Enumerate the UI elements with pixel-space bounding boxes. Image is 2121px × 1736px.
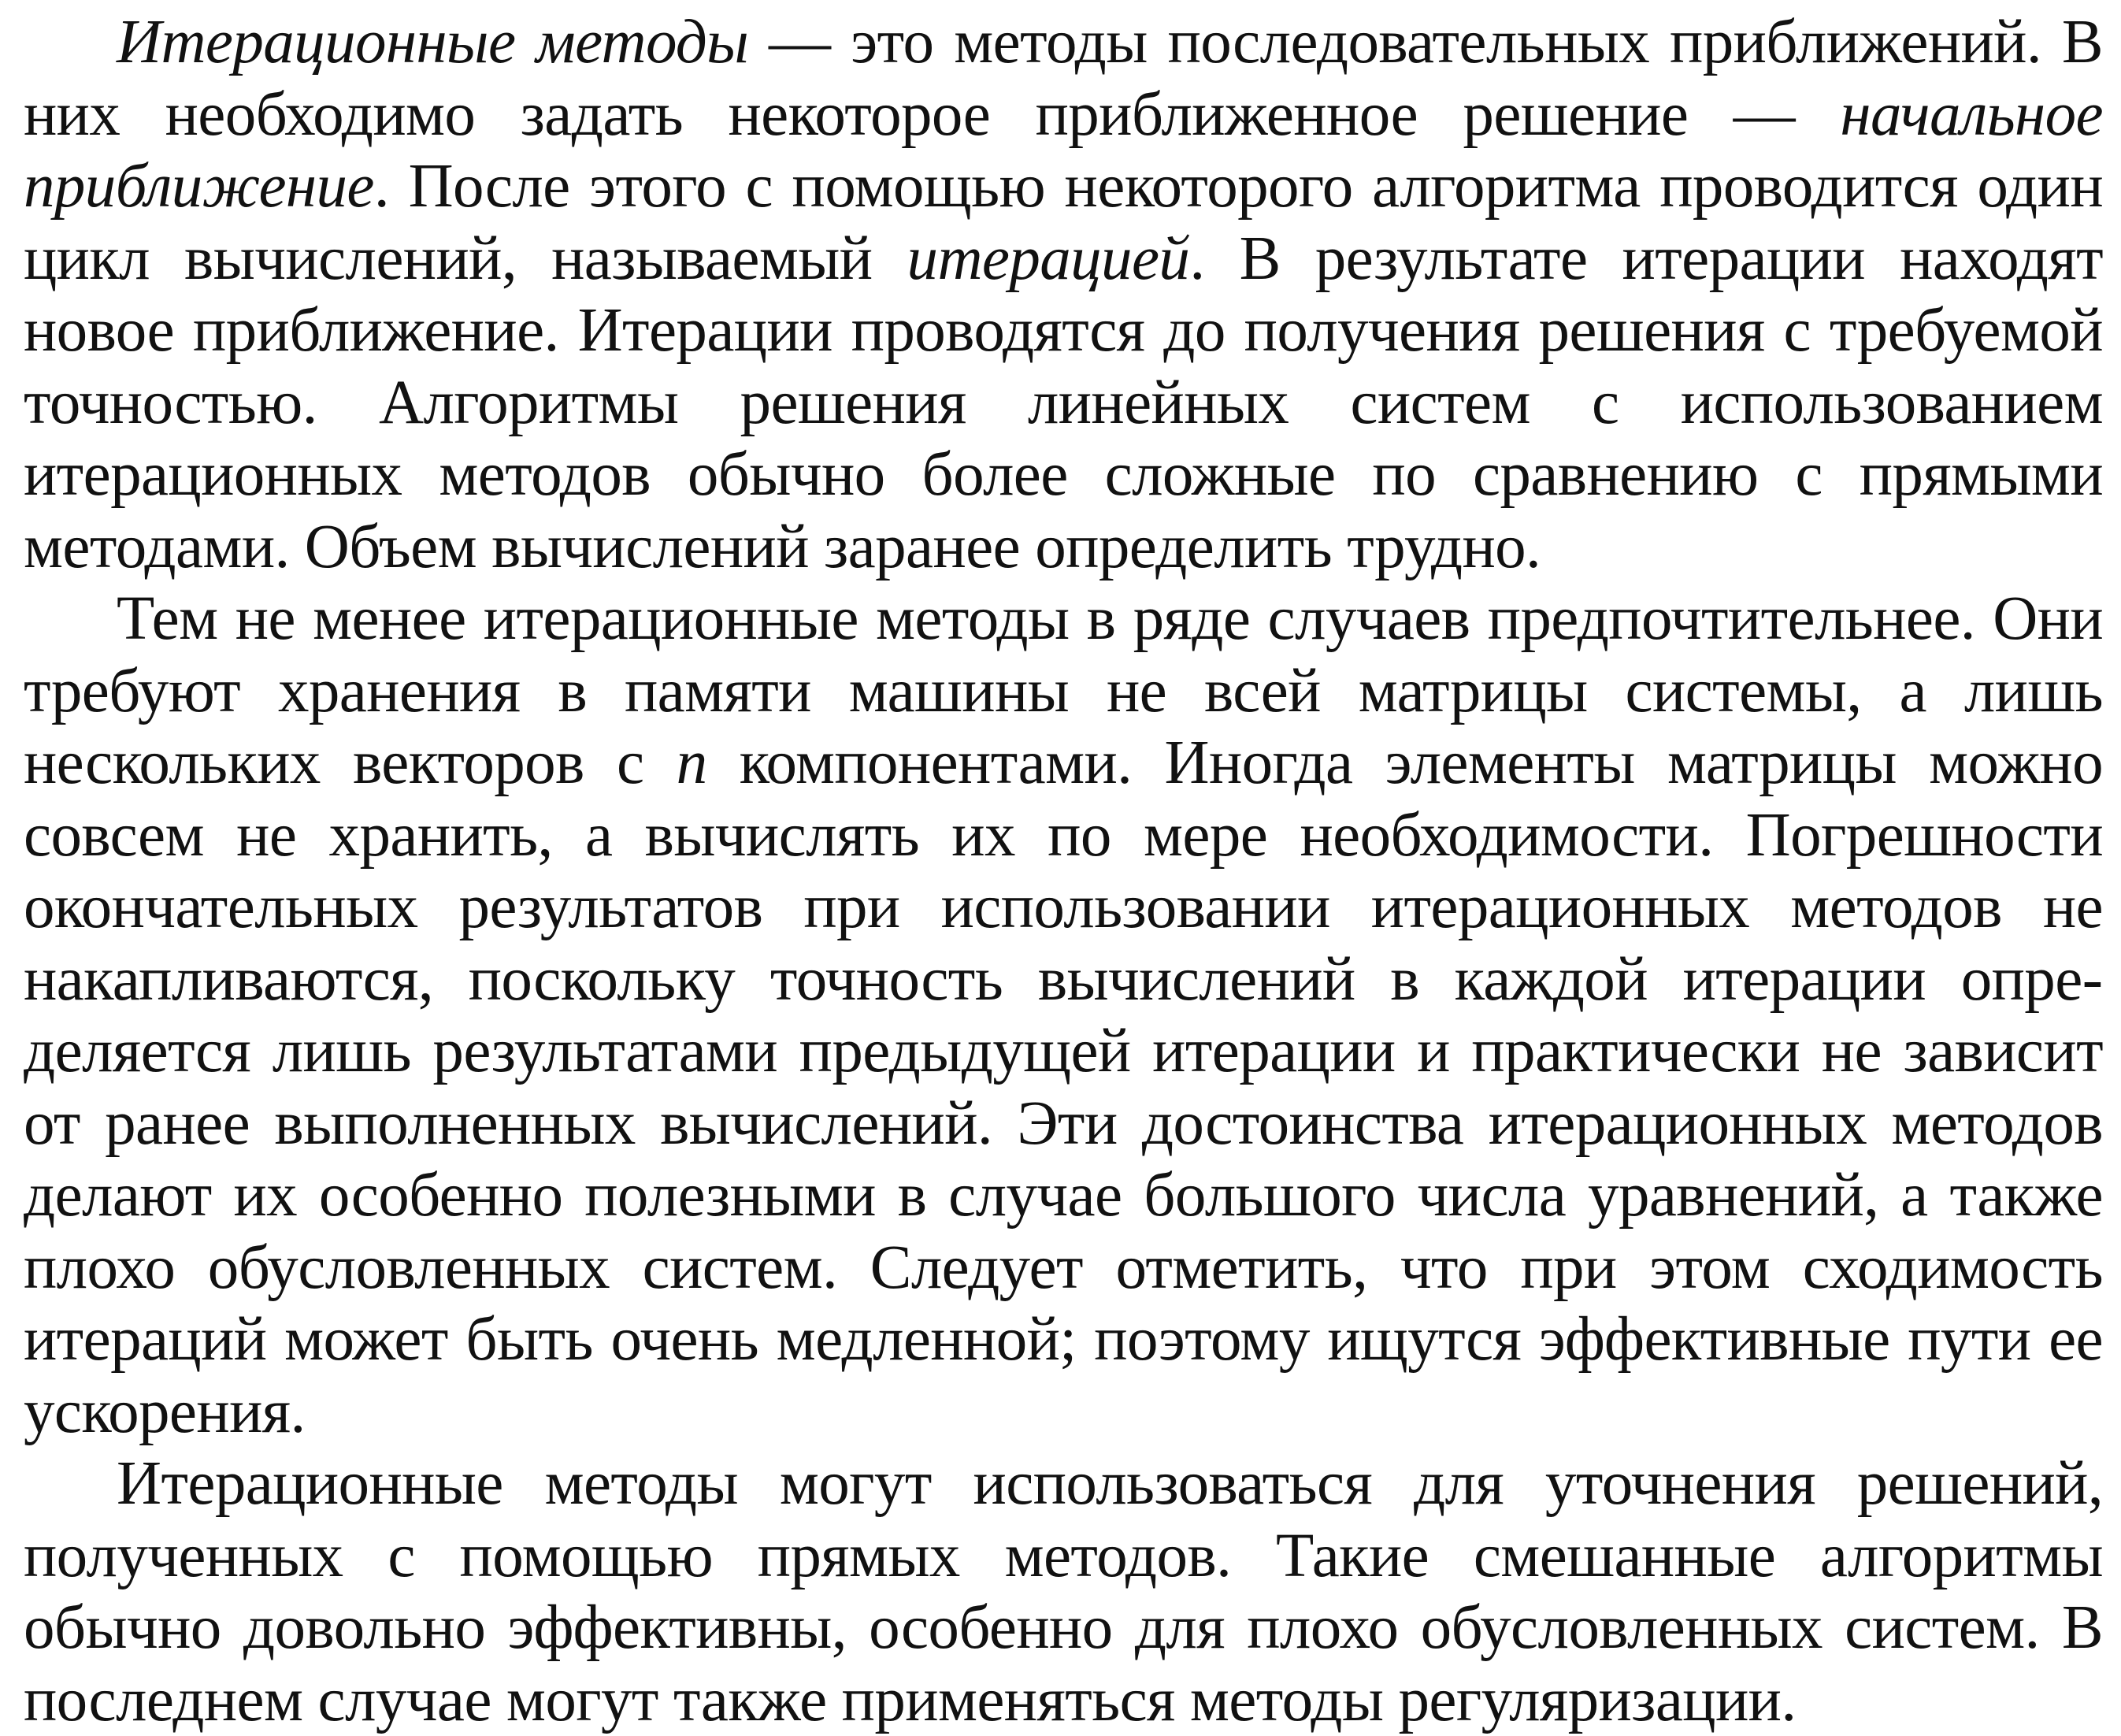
variable-n: n (676, 729, 707, 797)
paragraph-2 (24, 583, 2103, 1448)
text-segment: — это методы последовательных приближений. В них необходимо задать некоторое приближенное решение — (24, 8, 2103, 149)
paragraph-3 (24, 1448, 2103, 1736)
text-segment: . После этого с помощью некоторого алгоритма проводится один цикл вычислений, называемый (24, 152, 2103, 293)
term-iteration: итерацией (907, 224, 1190, 293)
term-initial-approximation: начальное приближение (24, 80, 2103, 221)
term-iterative-methods: Итерационные методы (117, 8, 749, 76)
text-segment: компонентами. Иногда элементы матрицы можно совсем не хранить, а вычислять их по мере необходимости. Погрешности окончательных результатов при использовании итерационных методов не накапливаются, поскольку точность вычислений в каждой итерации определяется лишь результатами предыдущей итерации и практически не зависит от ранее выполненных вычислений. Эти достоинства итерационных методов делают их особенно полезными в случае большого числа уравнений, а также плохо обусловленных систем. Следует отметить, что при этом сходимость итераций может быть очень медленной; поэтому ищутся эффективные пути ее ускорения. (24, 729, 2103, 1446)
paragraph-1 (24, 6, 2103, 583)
text-segment: Итерационные методы могут использоваться для уточнения решений, полученных с помощью прямых методов. Такие смешанные алгоритмы обычно довольно эффективны, особенно для плохо обусловленных систем. В последнем случае могут также применяться методы регуляризации. (24, 1449, 2103, 1734)
text-segment: . В результате итерации находят новое приближение. Итерации проводятся до получения решения с требуемой точностью. Алгоритмы решения линейных систем с использованием итерационных методов обычно более сложные по сравнению с прямыми методами. Объем вычислений заранее определить трудно. (24, 224, 2103, 581)
text-segment: Тем не менее итерационные методы в ряде случаев предпочтительнее. Они требуют хранения в памяти машины не всей матрицы системы, а лишь нескольких векторов с (24, 584, 2103, 797)
text-block (24, 6, 2103, 1736)
